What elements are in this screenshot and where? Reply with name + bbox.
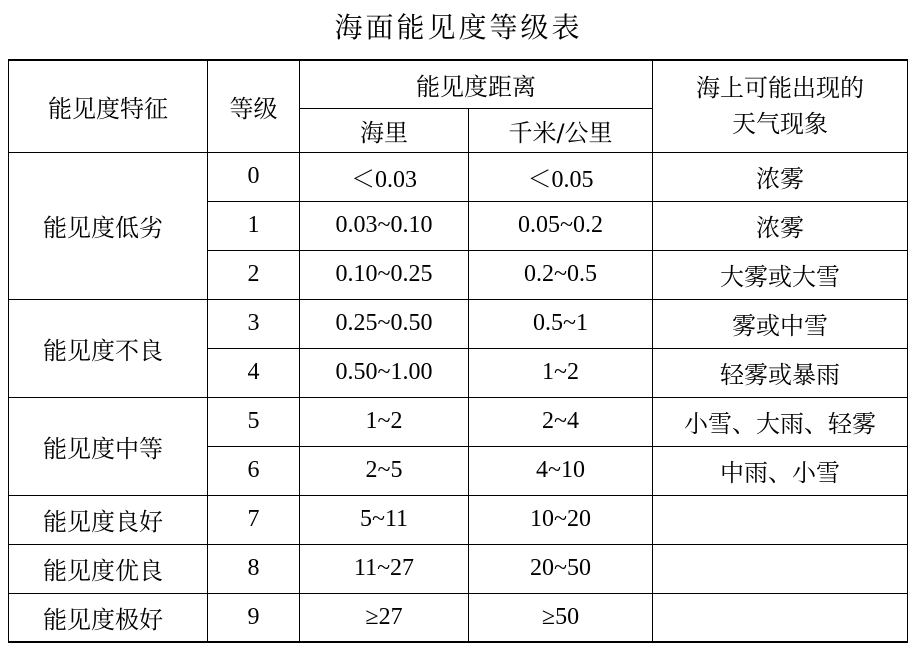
km-cell: 1~2 [469, 348, 653, 397]
km-cell: 4~10 [469, 446, 653, 495]
header-weather-line2: 天气现象 [732, 110, 828, 139]
grade-cell: 8 [208, 544, 300, 593]
table-row [9, 152, 908, 201]
visibility-grade-table [8, 59, 908, 643]
grade-cell: 6 [208, 446, 300, 495]
table-row [9, 544, 908, 593]
feature-cell: 能见度极好 [9, 593, 208, 642]
km-cell: ＜0.05 [469, 152, 653, 201]
header-km: 千米/公里 [469, 108, 653, 152]
page-title: 海面能见度等级表 [334, 11, 583, 44]
weather-cell: 雾或中雪 [653, 299, 908, 348]
feature-cell: 能见度中等 [9, 397, 208, 495]
nautical-miles-cell: 0.25~0.50 [300, 299, 469, 348]
grade-cell: 7 [208, 495, 300, 544]
weather-cell: 中雨、小雪 [653, 446, 908, 495]
km-cell: 0.2~0.5 [469, 250, 653, 299]
grade-cell: 1 [208, 201, 300, 250]
table-row [9, 593, 908, 642]
nautical-miles-cell: 2~5 [300, 446, 469, 495]
nautical-miles-cell: 1~2 [300, 397, 469, 446]
feature-cell: 能见度低劣 [9, 152, 208, 299]
feature-cell: 能见度不良 [9, 299, 208, 397]
feature-cell: 能见度优良 [9, 544, 208, 593]
nautical-miles-cell: ≥27 [300, 593, 469, 642]
nautical-miles-cell: 11~27 [300, 544, 469, 593]
header-weather-line1: 海上可能出现的 [696, 74, 864, 103]
header-feature: 能见度特征 [9, 60, 208, 152]
table-row [9, 397, 908, 446]
header-grade: 等级 [208, 60, 300, 152]
weather-cell: 小雪、大雨、轻雾 [653, 397, 908, 446]
grade-cell: 3 [208, 299, 300, 348]
table-row [9, 299, 908, 348]
grade-cell: 4 [208, 348, 300, 397]
table-row [9, 495, 908, 544]
weather-cell: 浓雾 [653, 201, 908, 250]
grade-cell: 5 [208, 397, 300, 446]
weather-cell: 大雾或大雪 [653, 250, 908, 299]
nautical-miles-cell: 0.10~0.25 [300, 250, 469, 299]
km-cell: 2~4 [469, 397, 653, 446]
km-cell: 0.5~1 [469, 299, 653, 348]
nautical-miles-cell: ＜0.03 [300, 152, 469, 201]
nautical-miles-cell: 0.03~0.10 [300, 201, 469, 250]
header-distance: 能见度距离 [300, 60, 653, 108]
weather-cell [653, 544, 908, 593]
weather-cell [653, 593, 908, 642]
km-cell: 20~50 [469, 544, 653, 593]
feature-cell: 能见度良好 [9, 495, 208, 544]
weather-cell: 轻雾或暴雨 [653, 348, 908, 397]
header-row [9, 60, 908, 108]
km-cell: 10~20 [469, 495, 653, 544]
grade-cell: 2 [208, 250, 300, 299]
nautical-miles-cell: 5~11 [300, 495, 469, 544]
weather-cell [653, 495, 908, 544]
weather-cell: 浓雾 [653, 152, 908, 201]
km-cell: ≥50 [469, 593, 653, 642]
header-weather [653, 60, 908, 152]
grade-cell: 9 [208, 593, 300, 642]
header-nautical-miles: 海里 [300, 108, 469, 152]
km-cell: 0.05~0.2 [469, 201, 653, 250]
grade-cell: 0 [208, 152, 300, 201]
nautical-miles-cell: 0.50~1.00 [300, 348, 469, 397]
